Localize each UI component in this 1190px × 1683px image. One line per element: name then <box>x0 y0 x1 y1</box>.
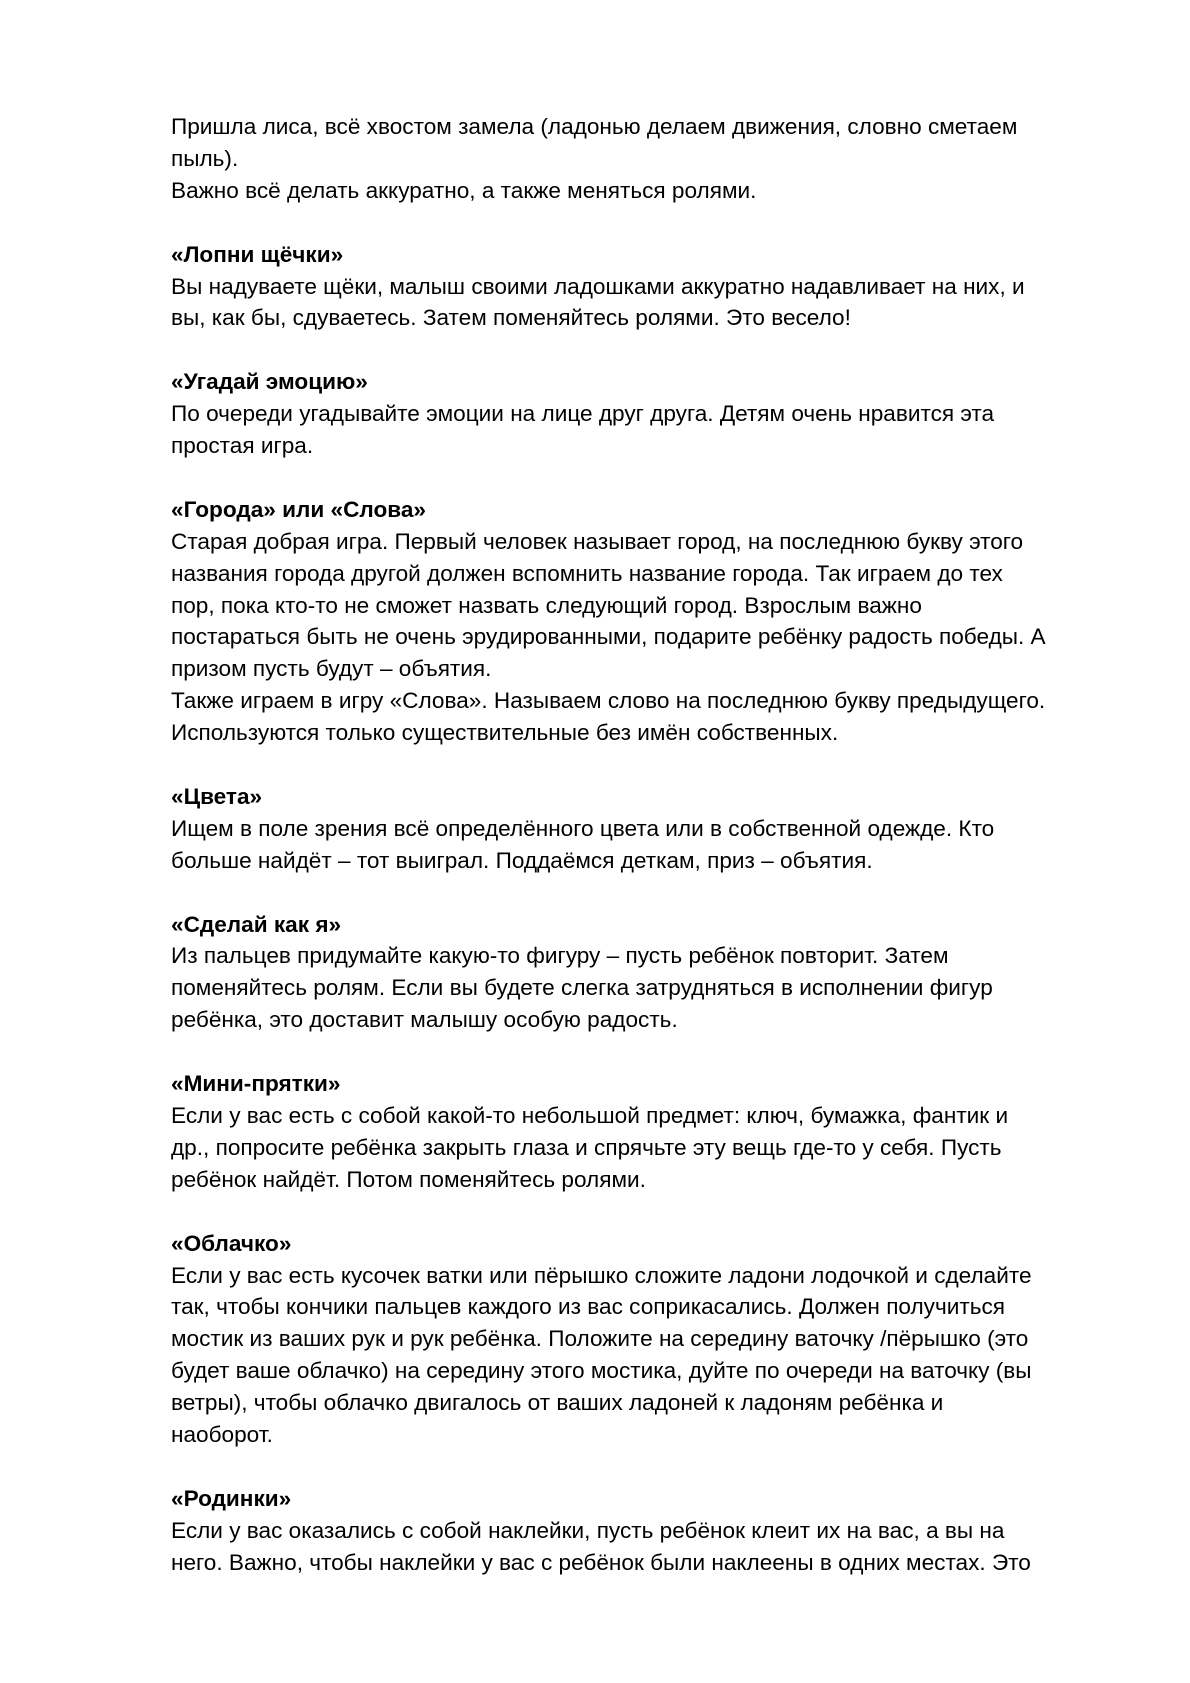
paragraph-gap <box>171 1196 1116 1228</box>
text-line: будет ваше облачко) на середину этого мостика, дуйте по очереди на ваточку (вы <box>171 1358 1032 1384</box>
text-line: Старая добрая игра. Первый человек называет город, на последнюю букву этого <box>171 528 1024 554</box>
game-title: «Родинки» <box>171 1485 292 1511</box>
game-section <box>171 781 1116 877</box>
text-line: Из пальцев придумайте какую-то фигуру – пусть ребёнок повторит. Затем <box>171 943 949 969</box>
document-page <box>171 111 1116 1579</box>
paragraph-gap <box>171 334 1116 366</box>
game-section <box>171 239 1116 335</box>
text-line: больше найдёт – тот выиграл. Поддаёмся деткам, приз – объятия. <box>171 847 873 873</box>
text-line: Также играем в игру «Слова». Называем слово на последнюю букву предыдущего. <box>171 688 1046 714</box>
game-title: «Сделай как я» <box>171 911 342 937</box>
text-line: поменяйтесь ролям. Если вы будете слегка затрудняться в исполнении фигур <box>171 975 993 1001</box>
text-line: призом пусть будут – объятия. <box>171 656 492 682</box>
text-line: него. Важно, чтобы наклейки у вас с ребёнок были наклеены в одних местах. Это <box>171 1549 1031 1575</box>
text-line: постараться быть не очень эрудированными, подарите ребёнку радость победы. А <box>171 624 1046 650</box>
text-line: др., попросите ребёнка закрыть глаза и спрячьте эту вещь где-то у себя. Пусть <box>171 1134 1002 1160</box>
game-title: «Облачко» <box>171 1230 292 1256</box>
text-line: Если у вас есть с собой какой-то небольшой предмет: ключ, бумажка, фантик и <box>171 1103 1009 1128</box>
text-line: пыль). <box>171 145 239 171</box>
text-line: Используются только существительные без имён собственных. <box>171 720 839 746</box>
game-title: «Цвета» <box>171 783 263 809</box>
game-section <box>171 1068 1116 1196</box>
paragraph-gap <box>171 207 1116 239</box>
paragraph-gap <box>171 1036 1116 1068</box>
text-line: вы, как бы, сдуваетесь. Затем поменяйтесь ролями. Это весело! <box>171 305 851 331</box>
game-section <box>171 1483 1116 1579</box>
game-title: «Города» или «Слова» <box>171 496 426 522</box>
text-line: пор, пока кто-то не сможет назвать следующий город. Взрослым важно <box>171 592 922 618</box>
text-line: Вы надуваете щёки, малыш своими ладошками аккуратно надавливает на них, и <box>171 273 1025 299</box>
game-title: «Угадай эмоцию» <box>171 369 368 395</box>
paragraph-gap <box>171 749 1116 781</box>
game-section <box>171 494 1116 749</box>
text-line: так, чтобы кончики пальцев каждого из вас соприкасались. Должен получиться <box>171 1294 1006 1320</box>
paragraph-gap <box>171 1451 1116 1483</box>
paragraph-gap <box>171 462 1116 494</box>
text-line: простая игра. <box>171 433 314 459</box>
game-title: «Лопни щёчки» <box>171 241 344 267</box>
game-section <box>171 1228 1116 1451</box>
intro-paragraph <box>171 111 1116 207</box>
text-line: По очереди угадывайте эмоции на лице друг друга. Детям очень нравится эта <box>171 401 995 427</box>
text-line: Если у вас оказались с собой наклейки, пусть ребёнок клеит их на вас, а вы на <box>171 1517 1005 1543</box>
text-line: ветры), чтобы облачко двигалось от ваших ладоней к ладоням ребёнка и <box>171 1390 944 1416</box>
text-line: Пришла лиса, всё хвостом замела (ладонью делаем движения, словно сметаем <box>171 114 1018 139</box>
game-section <box>171 909 1116 1037</box>
text-line: наоборот. <box>171 1422 273 1448</box>
text-line: мостик из ваших рук и рук ребёнка. Положите на середину ваточку /пёрышко (это <box>171 1326 1029 1352</box>
text-line: Если у вас есть кусочек ватки или пёрышко сложите ладони лодочкой и сделайте <box>171 1262 1032 1288</box>
text-line: ребёнка, это доставит малышу особую радость. <box>171 1007 678 1033</box>
text-line: названия города другой должен вспомнить название города. Так играем до тех <box>171 560 1003 586</box>
text-line: Ищем в поле зрения всё определённого цвета или в собственной одежде. Кто <box>171 815 995 841</box>
text-line: ребёнок найдёт. Потом поменяйтесь ролями. <box>171 1166 646 1192</box>
game-section <box>171 366 1116 462</box>
paragraph-gap <box>171 877 1116 909</box>
text-line: Важно всё делать аккуратно, а также меняться ролями. <box>171 177 757 203</box>
game-title: «Мини-прятки» <box>171 1071 341 1097</box>
